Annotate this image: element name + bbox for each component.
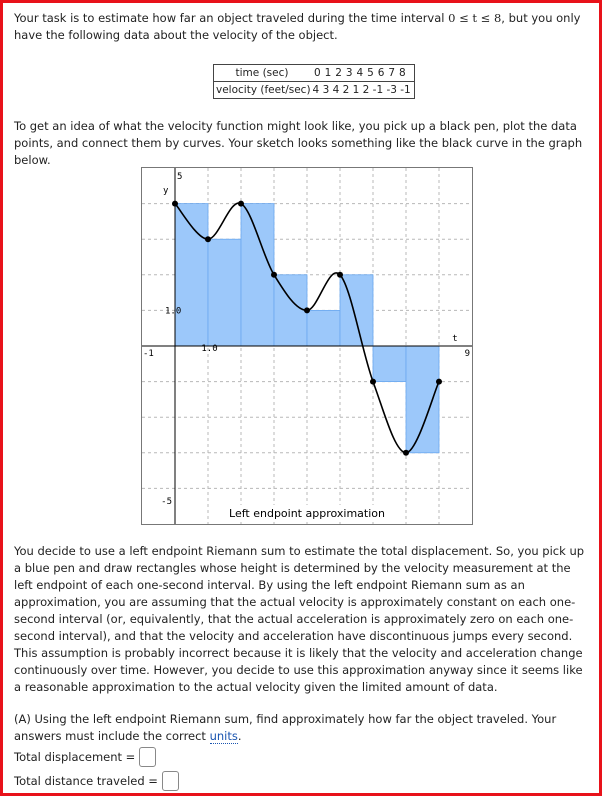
- y-unit-label: 1.0: [165, 306, 182, 317]
- data-point: [304, 307, 310, 313]
- riemann-rectangle: [241, 204, 274, 346]
- question-end: .: [237, 729, 242, 743]
- displacement-label: Total displacement =: [14, 749, 136, 764]
- riemann-rectangle: [373, 346, 406, 382]
- data-point: [205, 236, 211, 242]
- data-point: [337, 272, 343, 278]
- riemann-rectangle: [208, 239, 241, 346]
- distance-label: Total distance traveled =: [14, 773, 158, 788]
- units-link[interactable]: units: [209, 729, 238, 743]
- data-point: [271, 272, 277, 278]
- displacement-input[interactable]: [139, 747, 156, 767]
- intro-before: Your task is to estimate how far an object traveled during the time interval: [14, 11, 449, 25]
- intro-text: [14, 10, 592, 44]
- data-point: [403, 450, 409, 456]
- intro-after: , but you only have the following data about the velocity of the object.: [14, 11, 581, 42]
- time-inequality: 0 ≤ t ≤ 8: [448, 11, 502, 25]
- y-axis-label: y: [163, 185, 169, 196]
- data-point: [238, 201, 244, 207]
- riemann-rectangle: [307, 310, 340, 346]
- sketch-paragraph: To get an idea of what the velocity function might look like, you pick up a black pen, plot the data points, and connect them by curves. Your sketch looks something like the black curve in the graph below.: [14, 119, 583, 167]
- velocity-header: velocity (feet/sec): [214, 81, 313, 98]
- x-max-label: 9: [464, 349, 470, 359]
- riemann-rectangle: [406, 346, 439, 453]
- data-point: [436, 379, 442, 385]
- t-axis-label: t: [452, 334, 458, 344]
- riemann-explanation: You decide to use a left endpoint Riemann sum to estimate the total displacement. So, you pick up a blue pen and draw rectangles whose height is determined by the velocity measurement at the left endpoint of each one-second interval. By using the left endpoint Riemann sum as an approximation, you are assuming that the actual velocity is approximately constant on each one-second interval (or, equivalently, that the actual acceleration is approximately zero on each one-second interval), and that the velocity and acceleration have discontinuous jumps every second. This assumption is probably incorrect because it is likely that the velocity and acceleration change continuously over time. However, you decide to use this approximation anyway since it seems like a reasonable approximation to the actual velocity given the limited amount of data.: [14, 544, 585, 694]
- question-body: (A) Using the left endpoint Riemann sum, find approximately how far the object traveled. Your answers must include the correct: [14, 712, 557, 743]
- question-text: [14, 711, 592, 745]
- time-values: 0 1 2 3 4 5 6 7 8: [314, 67, 406, 79]
- data-point: [370, 379, 376, 385]
- y-min-label: -5: [161, 497, 172, 507]
- graph-caption: Left endpoint approximation: [229, 507, 385, 520]
- riemann-graph: [141, 167, 473, 525]
- x-min-label: -1: [143, 349, 154, 359]
- distance-row: [14, 770, 179, 792]
- velocity-row: [214, 81, 414, 98]
- y-max-label: 5: [177, 172, 183, 182]
- data-point: [172, 201, 178, 207]
- chart-svg: [142, 168, 472, 524]
- displacement-row: [14, 746, 156, 768]
- riemann-rectangle: [274, 275, 307, 346]
- time-header: time (sec): [235, 67, 289, 79]
- time-row: [214, 65, 414, 81]
- velocity-values: 4 3 4 2 1 2 -1 -3 -1: [313, 81, 414, 98]
- velocity-data-table: [213, 64, 415, 99]
- x-unit-label: 1.0: [201, 344, 218, 354]
- distance-input[interactable]: [162, 771, 179, 791]
